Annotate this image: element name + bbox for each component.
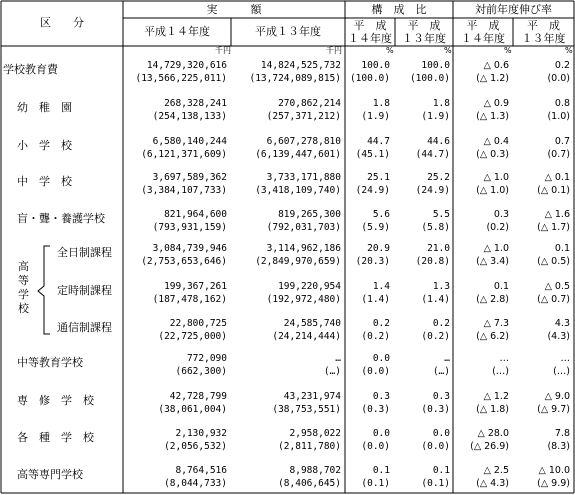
cell-a14: 8,764,516 [175,465,227,476]
cell-n13p: (△ 9.9) [537,478,570,489]
cell-n13p: (0.7) [547,149,570,160]
cell-k13p: (…) [432,366,450,377]
cell-n13: 0.2 [554,60,570,71]
cell-k13: 0.2 [432,318,450,329]
cell-n14: △ 0.6 [483,60,509,71]
cell-n13p: (4.3) [547,331,570,342]
header-kubun: 区 分 [40,16,84,29]
cell-a14p: (254,138,133) [152,111,227,122]
row-label: 小 学 校 [17,139,72,152]
cell-a13: 24,585,740 [283,318,341,329]
cell-n14: … [499,353,509,364]
cell-k14p: (5.9) [361,222,390,233]
cell-a13: 199,220,954 [278,281,341,292]
cell-k14: 0.2 [372,318,390,329]
cell-a14p: (793,931,159) [152,222,227,233]
cell-k13: 0.3 [432,391,450,402]
cell-k14p: (0.3) [361,404,390,415]
cell-k13p: (0.0) [421,441,450,452]
cell-n14: △ 1.0 [483,243,509,254]
cell-n13p: (…) [553,366,570,377]
cell-n14p: (△ 1.0) [476,185,509,196]
cell-k14: 20.9 [367,243,390,254]
row-label: 高等専門学校 [17,468,83,481]
cell-k14: 1.8 [372,98,390,109]
unit-yen-h14: 千円 [215,46,231,55]
header-h14: 平成１４年度 [144,25,210,38]
cell-n13: △ 1.6 [544,209,570,220]
koto-label-4: 校 [18,302,29,315]
cell-k13: 21.0 [427,243,450,254]
header-nobi-h13-2: １３年度 [521,32,566,45]
unit-pct-n14: % [504,46,512,55]
cell-k13p: (44.7) [415,149,450,160]
cell-n13: △ 10.0 [538,465,570,476]
cell-a13p: (13,724,089,815) [249,73,341,84]
cell-a14: 3,084,739,946 [152,243,227,254]
cell-n13p: (0.0) [547,73,570,84]
cell-a14: 821,964,600 [164,209,227,220]
cell-k13: 100.0 [421,60,450,71]
cell-a14p: (38,061,004) [158,404,227,415]
cell-n13: △ 0.1 [544,172,570,183]
row-label: 中 学 校 [17,175,72,188]
cell-a14p: (2,753,653,646) [141,256,227,267]
header-kosei-h13-2: １３年度 [402,32,446,45]
cell-k14: 5.6 [372,209,390,220]
header-nobi: 対前年度伸び率 [475,3,552,16]
header-nobi-h14-1: 平 成 [466,19,500,32]
cell-a14: 772,090 [186,353,227,364]
cell-k13p: (24.9) [415,185,450,196]
cell-a14: 22,800,725 [169,318,227,329]
cell-a13p: (257,371,212) [266,111,341,122]
cell-a14: 42,728,799 [169,391,227,402]
koto-label-1: 高 [18,260,29,273]
cell-k13p: (0.2) [421,331,450,342]
unit-pct-k13: % [444,46,452,55]
cell-a13p: (…) [323,366,341,377]
row-label: 専 修 学 校 [17,394,94,407]
header-jitsugaku: 実 額 [206,3,262,16]
cell-n14p: (△ 1.8) [476,404,509,415]
cell-k13p: (1.9) [421,111,450,122]
cell-n14: △ 1.2 [483,391,509,402]
cell-k14p: (20.3) [355,256,390,267]
cell-n14: △ 2.5 [483,465,509,476]
cell-k14p: (1.9) [361,111,390,122]
row-label: 中等教育学校 [17,356,83,369]
cell-k13p: (0.3) [421,404,450,415]
cell-k14p: (0.1) [361,478,390,489]
cell-n14: △ 7.3 [483,318,509,329]
row-label: 全日制課程 [57,246,112,259]
cell-a13: 819,265,300 [278,209,341,220]
cell-k13: 1.3 [432,281,450,292]
header-nobi-h13-1: 平 成 [527,19,560,32]
cell-n14p: (△ 26.9) [470,441,509,452]
cell-a14: 199,367,261 [164,281,227,292]
cell-n14p: (△ 4.3) [476,478,509,489]
cell-k13: 44.6 [427,136,450,147]
cell-n13: △ 0.5 [544,281,570,292]
cell-a14: 2,130,932 [175,428,227,439]
cell-a14p: (6,121,371,609) [141,149,227,160]
cell-k13p: (100.0) [409,73,450,84]
cell-k14: 1.4 [372,281,390,292]
cell-k14p: (1.4) [361,294,390,305]
cell-k14p: (100.0) [349,73,390,84]
cell-n14p: (△ 3.4) [476,256,509,267]
koto-label-3: 学 [18,288,29,301]
cell-a14: 268,328,241 [164,98,227,109]
cell-n14: △ 28.0 [477,428,509,439]
cell-k13: 25.2 [427,172,450,183]
cell-n13: 4.3 [554,318,570,329]
cell-k13p: (20.8) [415,256,450,267]
bracket [38,246,50,334]
cell-n14: △ 0.9 [483,98,509,109]
cell-a13p: (2,849,970,659) [255,256,341,267]
cell-k13p: (5.8) [421,222,450,233]
cell-n13p: (△ 0.5) [537,256,570,267]
cell-a13: 3,733,171,880 [266,172,341,183]
cell-a13p: (6,139,447,601) [255,149,341,160]
header-h13: 平成１３年度 [255,25,321,38]
header-kosei: 構 成 比 [371,3,427,16]
cell-k14: 100.0 [361,60,390,71]
cell-a14p: (2,056,532) [164,441,227,452]
cell-a14: 6,580,140,244 [152,136,227,147]
cell-a14p: (662,300) [175,366,227,377]
cell-a13: 6,607,278,810 [266,136,341,147]
row-label: 各 種 学 校 [17,431,94,444]
cell-a14p: (187,478,162) [152,294,227,305]
cell-n13p: (8.3) [547,441,570,452]
cell-n13: 0.1 [554,243,570,254]
row-label: 幼 稚 園 [17,101,72,114]
header-nobi-h14-2: １４年度 [461,32,505,45]
cell-n14p: (△ 1.2) [476,73,509,84]
cell-a13: 2,958,022 [289,428,341,439]
cell-a14: 14,729,320,616 [146,60,227,71]
cell-n13p: (△ 1.7) [537,222,570,233]
header-kosei-h14-1: 平 成 [353,19,387,32]
cell-a13p: (3,418,109,740) [255,185,341,196]
cell-k13: … [444,353,450,364]
cell-n14: 0.3 [493,209,509,220]
cell-n14p: (0.2) [486,222,509,233]
cell-a14p: (13,566,225,011) [135,73,227,84]
cell-k13p: (0.1) [421,478,450,489]
row-label: 定時制課程 [57,284,112,297]
cell-k13: 0.1 [432,465,450,476]
cell-k14p: (0.0) [361,441,390,452]
cell-k14: 0.1 [372,465,390,476]
row-label: 盲・聾・養護学校 [17,212,105,225]
cell-n13: … [560,353,570,364]
cell-k13: 1.8 [432,98,450,109]
cell-a13: 3,114,962,186 [266,243,341,254]
cell-a13p: (24,214,444) [272,331,341,342]
cell-n14: 0.1 [493,281,509,292]
cell-a13: 14,824,525,732 [260,60,341,71]
cell-n13p: (△ 9.7) [537,404,570,415]
cell-n14p: (△ 2.8) [476,294,509,305]
cell-a14p: (22,725,000) [158,331,227,342]
cell-k14p: (0.2) [361,331,390,342]
cell-a13p: (38,753,551) [272,404,341,415]
cell-n13: 0.7 [554,136,570,147]
cell-n14p: (…) [492,366,509,377]
cell-a13: 43,231,974 [283,391,341,402]
unit-pct-n13: % [565,46,573,55]
cell-k14: 0.0 [372,428,390,439]
cell-k14: 0.0 [372,353,390,364]
cell-k14: 0.3 [372,391,390,402]
unit-yen-h13: 千円 [326,46,342,55]
cell-k14p: (0.0) [361,366,390,377]
unit-pct-k14: % [386,46,394,55]
cell-k14p: (45.1) [355,149,390,160]
cell-n14p: (△ 6.2) [476,331,509,342]
cell-n13p: (1.0) [547,111,570,122]
header-kosei-h14-2: １４年度 [348,32,392,45]
cell-a13: 270,862,214 [278,98,341,109]
cell-n13p: (△ 0.7) [537,294,570,305]
row-label: 学校教育費 [3,63,58,76]
row-label: 通信制課程 [57,321,112,334]
cell-n13p: (△ 0.1) [537,185,570,196]
cell-a13p: (792,031,703) [266,222,341,233]
cell-k14: 44.7 [367,136,390,147]
cell-n13: 0.8 [554,98,570,109]
cell-a13: 8,988,702 [289,465,341,476]
cell-n13: 7.8 [554,428,570,439]
cell-k13p: (1.4) [421,294,450,305]
cell-n14: △ 0.4 [483,136,509,147]
cell-a13p: (8,406,645) [278,478,341,489]
cell-a14: 3,697,589,362 [152,172,227,183]
cell-a13: … [335,353,341,364]
cell-a13p: (2,811,780) [278,441,341,452]
cell-n13: △ 9.0 [544,391,570,402]
cell-n14p: (△ 0.3) [476,149,509,160]
cell-k14p: (24.9) [355,185,390,196]
cell-n14p: (△ 1.3) [476,111,509,122]
cell-a13p: (192,972,480) [266,294,341,305]
koto-label-2: 等 [18,274,29,287]
cell-k13: 5.5 [432,209,450,220]
cell-a14p: (8,044,733) [164,478,227,489]
cell-n14: △ 1.0 [483,172,509,183]
cell-k13: 0.0 [432,428,450,439]
cell-a14p: (3,384,107,733) [141,185,227,196]
cell-k14: 25.1 [367,172,390,183]
header-kosei-h13-1: 平 成 [407,19,441,32]
